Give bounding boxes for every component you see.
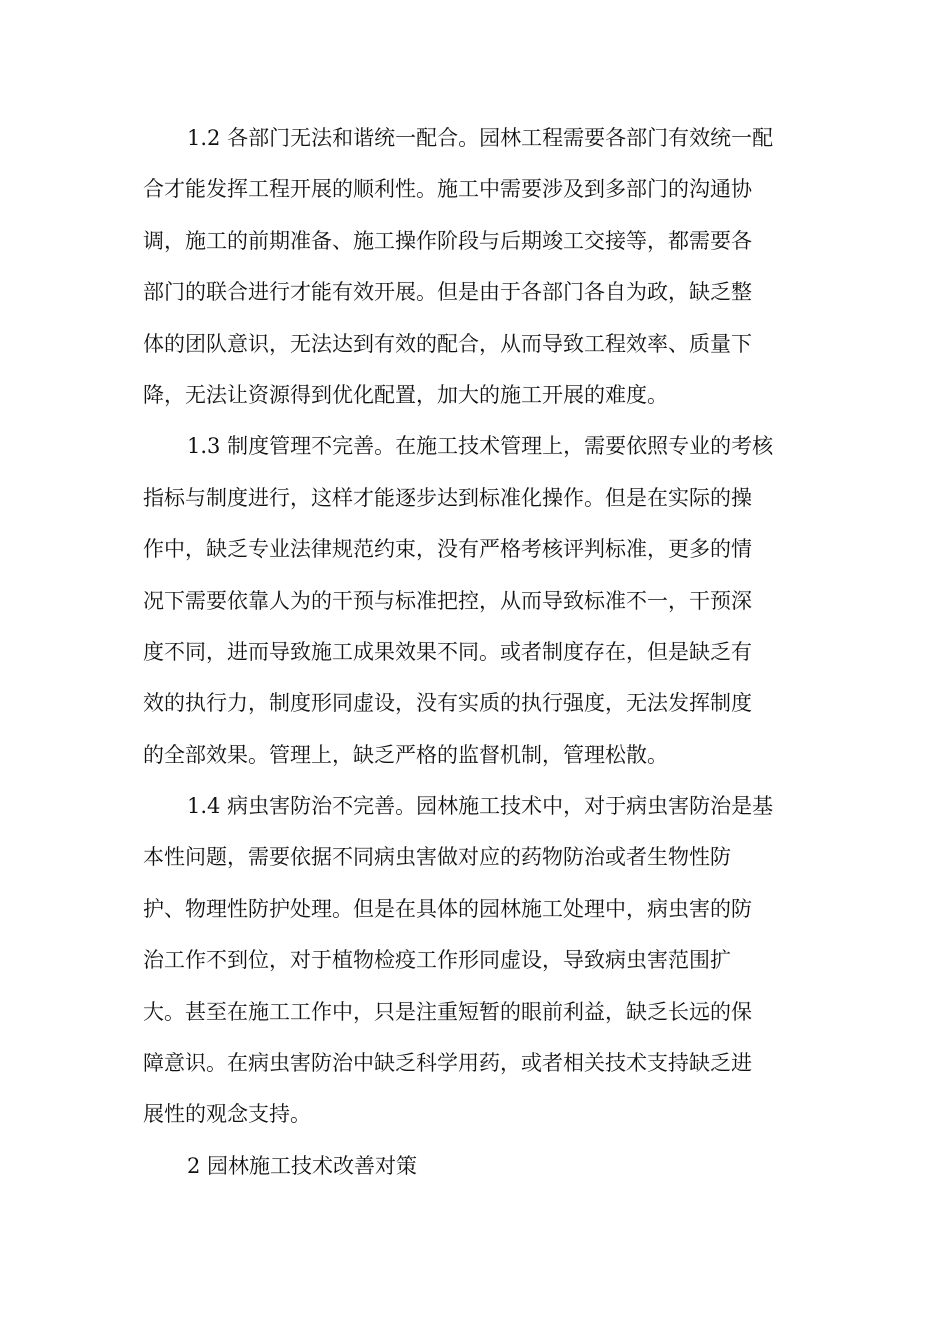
section-heading-text: 2 园林施工技术改善对策	[187, 1153, 418, 1178]
paragraph-1-2	[143, 116, 807, 424]
paragraph-line: 降，无法让资源得到优化配置，加大的施工开展的难度。	[143, 382, 668, 407]
paragraph-line: 1.4 病虫害防治不完善。园林施工技术中，对于病虫害防治是基	[187, 794, 774, 819]
paragraph-line: 况下需要依靠人为的干预与标准把控，从而导致标准不一，干预深	[143, 588, 752, 613]
paragraph-line: 指标与制度进行，这样才能逐步达到标准化操作。但是在实际的操	[143, 485, 752, 510]
paragraph-line: 合才能发挥工程开展的顺利性。施工中需要涉及到多部门的沟通协	[143, 177, 752, 202]
paragraph-1-3	[143, 424, 807, 784]
document-body	[143, 116, 807, 1195]
paragraph-line: 部门的联合进行才能有效开展。但是由于各部门各自为政，缺乏整	[143, 280, 752, 305]
paragraph-line: 1.2 各部门无法和谐统一配合。园林工程需要各部门有效统一配	[187, 126, 774, 150]
section-heading-2	[143, 1144, 807, 1195]
paragraph-line: 作中，缺乏专业法律规范约束，没有严格考核评判标准，更多的情	[143, 537, 752, 562]
paragraph-line: 度不同，进而导致施工成果效果不同。或者制度存在，但是缺乏有	[143, 639, 752, 664]
paragraph-line: 护、物理性防护处理。但是在具体的园林施工处理中，病虫害的防	[143, 896, 752, 921]
paragraph-line: 1.3 制度管理不完善。在施工技术管理上，需要依照专业的考核	[187, 434, 774, 459]
paragraph-line: 治工作不到位，对于植物检疫工作形同虚设，导致病虫害范围扩	[143, 948, 731, 973]
paragraph-line: 的全部效果。管理上，缺乏严格的监督机制，管理松散。	[143, 742, 668, 767]
paragraph-line: 本性问题，需要依据不同病虫害做对应的药物防治或者生物性防	[143, 845, 731, 870]
paragraph-line: 大。甚至在施工工作中，只是注重短暂的眼前利益，缺乏长远的保	[143, 999, 752, 1024]
paragraph-1-4	[143, 784, 807, 1144]
paragraph-line: 展性的观念支持。	[143, 1102, 311, 1127]
paragraph-line: 障意识。在病虫害防治中缺乏科学用药，或者相关技术支持缺乏进	[143, 1051, 752, 1076]
paragraph-line: 体的团队意识，无法达到有效的配合，从而导致工程效率、质量下	[143, 331, 752, 356]
paragraph-line: 效的执行力，制度形同虚设，没有实质的执行强度，无法发挥制度	[143, 691, 752, 716]
paragraph-line: 调，施工的前期准备、施工操作阶段与后期竣工交接等，都需要各	[143, 228, 752, 253]
